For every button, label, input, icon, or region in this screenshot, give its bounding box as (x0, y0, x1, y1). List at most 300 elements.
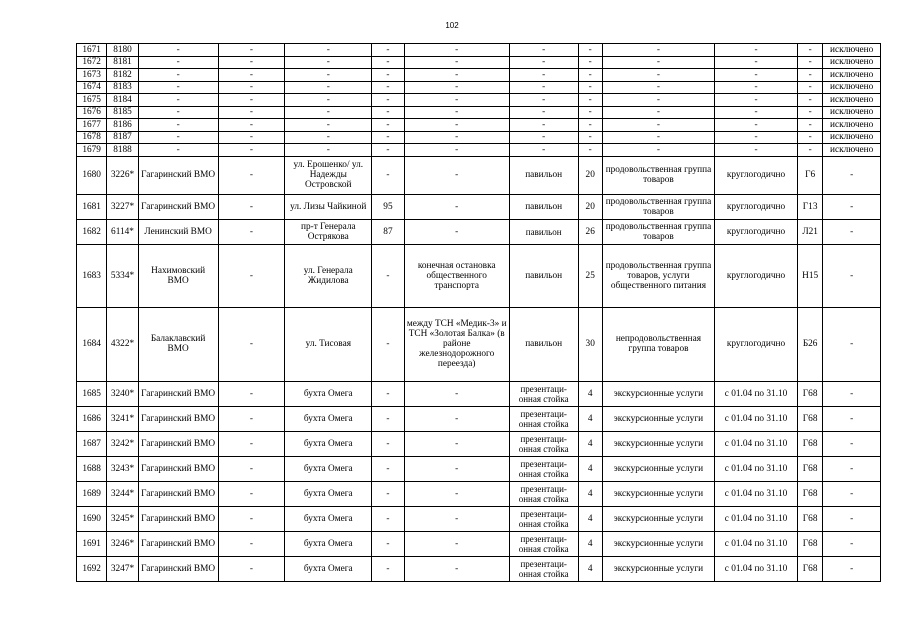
cell-period: - (715, 81, 798, 94)
cell-object-type: презентаци-онная стойка (509, 456, 578, 481)
cell-landmark: - (404, 144, 509, 157)
cell-district: - (138, 81, 218, 94)
cell-place-code: 3240* (107, 381, 138, 406)
cell-specialization: экскурсионные услуги (602, 456, 714, 481)
cell-house: - (372, 456, 404, 481)
cell-place-code: 8186 (107, 119, 138, 132)
cell-col3: - (218, 531, 285, 556)
cell-object-type: - (509, 119, 578, 132)
cell-specialization: экскурсионные услуги (602, 531, 714, 556)
cell-specialization: - (602, 56, 714, 69)
cell-address: бухта Омега (285, 506, 372, 531)
cell-status: исключено (823, 94, 881, 107)
cell-area: 4 (578, 406, 602, 431)
cell-specialization: - (602, 119, 714, 132)
cell-period: с 01.04 по 31.10 (715, 531, 798, 556)
cell-house: - (372, 556, 404, 581)
cell-row-number: 1673 (77, 69, 107, 82)
cell-row-number: 1671 (77, 44, 107, 57)
cell-house: - (372, 144, 404, 157)
cell-place-code: 8184 (107, 94, 138, 107)
page-number: 102 (445, 21, 459, 30)
cell-status: - (823, 506, 881, 531)
table-row (77, 194, 881, 219)
cell-scheme: - (798, 56, 823, 69)
cell-specialization: - (602, 94, 714, 107)
cell-address: ул. Тисовая (285, 307, 372, 381)
cell-period: с 01.04 по 31.10 (715, 481, 798, 506)
cell-area: 26 (578, 219, 602, 244)
cell-address: пр-т Генерала Острякова (285, 219, 372, 244)
cell-landmark: - (404, 556, 509, 581)
cell-period: - (715, 44, 798, 57)
cell-landmark: между ТСН «Медик-3» и ТСН «Золотая Балка» (в районе железнодорожного переезда) (404, 307, 509, 381)
cell-status: исключено (823, 106, 881, 119)
cell-row-number: 1672 (77, 56, 107, 69)
cell-area: 4 (578, 381, 602, 406)
cell-status: - (823, 156, 881, 194)
cell-district: Ленинский ВМО (138, 219, 218, 244)
cell-scheme: Г13 (798, 194, 823, 219)
cell-period: - (715, 56, 798, 69)
cell-house: - (372, 119, 404, 132)
cell-district: Нахимовский ВМО (138, 244, 218, 307)
cell-scheme: Г68 (798, 556, 823, 581)
table-row (77, 56, 881, 69)
cell-district: - (138, 44, 218, 57)
cell-period: круглогодично (715, 156, 798, 194)
cell-area: 4 (578, 431, 602, 456)
cell-period: круглогодично (715, 307, 798, 381)
cell-status: - (823, 481, 881, 506)
cell-specialization: экскурсионные услуги (602, 431, 714, 456)
cell-district: Гагаринский ВМО (138, 531, 218, 556)
cell-place-code: 8183 (107, 81, 138, 94)
cell-house: - (372, 431, 404, 456)
cell-scheme: - (798, 69, 823, 82)
cell-landmark: - (404, 431, 509, 456)
cell-landmark: - (404, 506, 509, 531)
cell-district: Балаклавский ВМО (138, 307, 218, 381)
table-row (77, 381, 881, 406)
cell-area: 4 (578, 531, 602, 556)
cell-place-code: 8187 (107, 131, 138, 144)
cell-landmark: - (404, 194, 509, 219)
cell-address: бухта Омега (285, 456, 372, 481)
cell-status: - (823, 219, 881, 244)
cell-object-type: павильон (509, 244, 578, 307)
cell-landmark: - (404, 131, 509, 144)
cell-object-type: павильон (509, 194, 578, 219)
cell-place-code: 3241* (107, 406, 138, 431)
table-row (77, 456, 881, 481)
cell-district: - (138, 106, 218, 119)
cell-landmark: - (404, 481, 509, 506)
table-row (77, 506, 881, 531)
cell-col3: - (218, 44, 285, 57)
cell-scheme: Г68 (798, 481, 823, 506)
cell-specialization: продовольственная группа товаров, услуги общественного питания (602, 244, 714, 307)
cell-house: - (372, 406, 404, 431)
cell-place-code: 8185 (107, 106, 138, 119)
cell-object-type: презентаци-онная стойка (509, 406, 578, 431)
cell-status: исключено (823, 44, 881, 57)
cell-row-number: 1682 (77, 219, 107, 244)
cell-address: - (285, 81, 372, 94)
cell-period: - (715, 131, 798, 144)
cell-row-number: 1691 (77, 531, 107, 556)
cell-object-type: павильон (509, 219, 578, 244)
cell-landmark: - (404, 156, 509, 194)
cell-specialization: экскурсионные услуги (602, 556, 714, 581)
cell-row-number: 1687 (77, 431, 107, 456)
cell-district: Гагаринский ВМО (138, 431, 218, 456)
cell-address: - (285, 94, 372, 107)
cell-address: - (285, 144, 372, 157)
cell-scheme: Г68 (798, 456, 823, 481)
cell-col3: - (218, 119, 285, 132)
cell-place-code: 3227* (107, 194, 138, 219)
table-row (77, 156, 881, 194)
cell-period: с 01.04 по 31.10 (715, 381, 798, 406)
cell-specialization: продовольственная группа товаров (602, 219, 714, 244)
cell-place-code: 3245* (107, 506, 138, 531)
cell-col3: - (218, 106, 285, 119)
cell-row-number: 1684 (77, 307, 107, 381)
cell-scheme: - (798, 81, 823, 94)
cell-specialization: - (602, 44, 714, 57)
cell-landmark: - (404, 106, 509, 119)
cell-period: круглогодично (715, 244, 798, 307)
cell-status: исключено (823, 119, 881, 132)
cell-address: - (285, 69, 372, 82)
cell-scheme: Г6 (798, 156, 823, 194)
table-row (77, 81, 881, 94)
cell-address: ул. Ерошенко/ ул. Надежды Островской (285, 156, 372, 194)
cell-house: - (372, 81, 404, 94)
cell-specialization: - (602, 69, 714, 82)
cell-specialization: экскурсионные услуги (602, 481, 714, 506)
cell-landmark: - (404, 69, 509, 82)
cell-status: исключено (823, 144, 881, 157)
cell-area: - (578, 94, 602, 107)
cell-scheme: Г68 (798, 531, 823, 556)
cell-district: - (138, 69, 218, 82)
cell-status: - (823, 431, 881, 456)
cell-object-type: - (509, 44, 578, 57)
cell-specialization: экскурсионные услуги (602, 381, 714, 406)
cell-col3: - (218, 156, 285, 194)
cell-address: ул. Лизы Чайкиной (285, 194, 372, 219)
table-row (77, 106, 881, 119)
cell-district: Гагаринский ВМО (138, 481, 218, 506)
cell-house: - (372, 307, 404, 381)
cell-object-type: - (509, 106, 578, 119)
cell-address: - (285, 56, 372, 69)
cell-landmark: - (404, 381, 509, 406)
cell-col3: - (218, 194, 285, 219)
cell-object-type: презентаци-онная стойка (509, 556, 578, 581)
cell-area: 25 (578, 244, 602, 307)
cell-house: - (372, 381, 404, 406)
cell-place-code: 3226* (107, 156, 138, 194)
cell-col3: - (218, 406, 285, 431)
cell-specialization: - (602, 144, 714, 157)
cell-status: - (823, 556, 881, 581)
cell-status: исключено (823, 69, 881, 82)
table-row (77, 44, 881, 57)
cell-specialization: - (602, 106, 714, 119)
cell-place-code: 8180 (107, 44, 138, 57)
table-row (77, 431, 881, 456)
cell-scheme: - (798, 131, 823, 144)
cell-col3: - (218, 69, 285, 82)
cell-object-type: - (509, 81, 578, 94)
cell-area: 4 (578, 506, 602, 531)
cell-house: 95 (372, 194, 404, 219)
cell-col3: - (218, 481, 285, 506)
cell-row-number: 1692 (77, 556, 107, 581)
cell-house: - (372, 481, 404, 506)
cell-status: исключено (823, 131, 881, 144)
cell-row-number: 1675 (77, 94, 107, 107)
cell-period: круглогодично (715, 194, 798, 219)
cell-row-number: 1683 (77, 244, 107, 307)
cell-status: - (823, 406, 881, 431)
cell-col3: - (218, 307, 285, 381)
cell-house: 87 (372, 219, 404, 244)
cell-house: - (372, 56, 404, 69)
cell-district: Гагаринский ВМО (138, 556, 218, 581)
cell-object-type: - (509, 131, 578, 144)
cell-area: - (578, 44, 602, 57)
table-row (77, 131, 881, 144)
cell-object-type: презентаци-онная стойка (509, 481, 578, 506)
cell-col3: - (218, 244, 285, 307)
cell-scheme: Л21 (798, 219, 823, 244)
cell-specialization: продовольственная группа товаров (602, 156, 714, 194)
cell-row-number: 1681 (77, 194, 107, 219)
cell-col3: - (218, 456, 285, 481)
table-row (77, 244, 881, 307)
cell-place-code: 8182 (107, 69, 138, 82)
cell-object-type: - (509, 94, 578, 107)
registry-table (76, 43, 881, 582)
table-row (77, 481, 881, 506)
cell-area: 4 (578, 456, 602, 481)
cell-row-number: 1678 (77, 131, 107, 144)
cell-place-code: 3242* (107, 431, 138, 456)
cell-object-type: - (509, 56, 578, 69)
cell-scheme: Н15 (798, 244, 823, 307)
cell-scheme: Г68 (798, 406, 823, 431)
cell-col3: - (218, 81, 285, 94)
cell-place-code: 6114* (107, 219, 138, 244)
cell-landmark: - (404, 94, 509, 107)
cell-place-code: 8181 (107, 56, 138, 69)
cell-place-code: 3243* (107, 456, 138, 481)
cell-address: бухта Омега (285, 556, 372, 581)
cell-col3: - (218, 506, 285, 531)
cell-object-type: павильон (509, 307, 578, 381)
cell-landmark: - (404, 56, 509, 69)
cell-landmark: - (404, 531, 509, 556)
cell-landmark: - (404, 219, 509, 244)
cell-row-number: 1674 (77, 81, 107, 94)
cell-col3: - (218, 556, 285, 581)
cell-period: с 01.04 по 31.10 (715, 431, 798, 456)
cell-address: - (285, 119, 372, 132)
cell-scheme: - (798, 106, 823, 119)
cell-row-number: 1676 (77, 106, 107, 119)
table-row (77, 556, 881, 581)
cell-row-number: 1685 (77, 381, 107, 406)
cell-address: - (285, 44, 372, 57)
cell-col3: - (218, 219, 285, 244)
cell-row-number: 1689 (77, 481, 107, 506)
cell-landmark: - (404, 119, 509, 132)
cell-period: - (715, 69, 798, 82)
cell-district: - (138, 94, 218, 107)
cell-house: - (372, 244, 404, 307)
cell-col3: - (218, 144, 285, 157)
cell-specialization: непродовольственная группа товаров (602, 307, 714, 381)
cell-period: - (715, 119, 798, 132)
cell-address: бухта Омега (285, 406, 372, 431)
cell-address: бухта Омега (285, 481, 372, 506)
cell-scheme: Г68 (798, 506, 823, 531)
cell-specialization: - (602, 81, 714, 94)
cell-row-number: 1680 (77, 156, 107, 194)
cell-area: - (578, 69, 602, 82)
cell-house: - (372, 156, 404, 194)
cell-area: 20 (578, 156, 602, 194)
cell-place-code: 3244* (107, 481, 138, 506)
cell-area: 4 (578, 481, 602, 506)
cell-scheme: - (798, 144, 823, 157)
cell-period: - (715, 94, 798, 107)
cell-status: исключено (823, 81, 881, 94)
cell-area: - (578, 56, 602, 69)
cell-house: - (372, 94, 404, 107)
cell-object-type: павильон (509, 156, 578, 194)
cell-specialization: продовольственная группа товаров (602, 194, 714, 219)
cell-address: бухта Омега (285, 431, 372, 456)
cell-status: исключено (823, 56, 881, 69)
cell-scheme: Г68 (798, 381, 823, 406)
table-row (77, 144, 881, 157)
cell-specialization: экскурсионные услуги (602, 406, 714, 431)
cell-district: - (138, 56, 218, 69)
cell-place-code: 5334* (107, 244, 138, 307)
cell-period: - (715, 106, 798, 119)
cell-house: - (372, 106, 404, 119)
table-row (77, 69, 881, 82)
cell-landmark: - (404, 81, 509, 94)
cell-place-code: 3246* (107, 531, 138, 556)
cell-col3: - (218, 431, 285, 456)
cell-row-number: 1677 (77, 119, 107, 132)
cell-area: - (578, 81, 602, 94)
cell-area: - (578, 106, 602, 119)
cell-address: ул. Генерала Жидилова (285, 244, 372, 307)
cell-col3: - (218, 94, 285, 107)
cell-area: - (578, 119, 602, 132)
cell-district: Гагаринский ВМО (138, 156, 218, 194)
cell-place-code: 8188 (107, 144, 138, 157)
cell-period: с 01.04 по 31.10 (715, 506, 798, 531)
cell-col3: - (218, 56, 285, 69)
cell-area: 20 (578, 194, 602, 219)
cell-col3: - (218, 131, 285, 144)
cell-specialization: экскурсионные услуги (602, 506, 714, 531)
cell-col3: - (218, 381, 285, 406)
cell-scheme: - (798, 94, 823, 107)
registry-body (77, 44, 881, 582)
cell-scheme: Б26 (798, 307, 823, 381)
cell-district: - (138, 131, 218, 144)
cell-address: - (285, 106, 372, 119)
cell-row-number: 1686 (77, 406, 107, 431)
cell-house: - (372, 69, 404, 82)
cell-status: - (823, 194, 881, 219)
table-row (77, 307, 881, 381)
cell-district: Гагаринский ВМО (138, 506, 218, 531)
cell-address: бухта Омега (285, 381, 372, 406)
cell-landmark: - (404, 44, 509, 57)
table-row (77, 119, 881, 132)
cell-object-type: презентаци-онная стойка (509, 531, 578, 556)
cell-landmark: конечная остановка общественного транспорта (404, 244, 509, 307)
cell-area: 30 (578, 307, 602, 381)
cell-object-type: - (509, 69, 578, 82)
cell-district: - (138, 144, 218, 157)
cell-place-code: 4322* (107, 307, 138, 381)
cell-district: Гагаринский ВМО (138, 381, 218, 406)
cell-area: 4 (578, 556, 602, 581)
cell-period: - (715, 144, 798, 157)
cell-landmark: - (404, 406, 509, 431)
cell-specialization: - (602, 131, 714, 144)
cell-district: Гагаринский ВМО (138, 456, 218, 481)
table-row (77, 219, 881, 244)
cell-scheme: - (798, 119, 823, 132)
cell-scheme: Г68 (798, 431, 823, 456)
cell-row-number: 1690 (77, 506, 107, 531)
cell-period: с 01.04 по 31.10 (715, 456, 798, 481)
cell-period: с 01.04 по 31.10 (715, 556, 798, 581)
cell-address: бухта Омега (285, 531, 372, 556)
cell-scheme: - (798, 44, 823, 57)
cell-status: - (823, 381, 881, 406)
table-row (77, 531, 881, 556)
cell-house: - (372, 531, 404, 556)
table-row (77, 94, 881, 107)
cell-object-type: презентаци-онная стойка (509, 431, 578, 456)
cell-area: - (578, 144, 602, 157)
cell-period: круглогодично (715, 219, 798, 244)
cell-district: Гагаринский ВМО (138, 406, 218, 431)
cell-landmark: - (404, 456, 509, 481)
table-row (77, 406, 881, 431)
cell-area: - (578, 131, 602, 144)
cell-house: - (372, 44, 404, 57)
cell-status: - (823, 456, 881, 481)
cell-status: - (823, 307, 881, 381)
cell-object-type: презентаци-онная стойка (509, 506, 578, 531)
cell-address: - (285, 131, 372, 144)
cell-house: - (372, 131, 404, 144)
